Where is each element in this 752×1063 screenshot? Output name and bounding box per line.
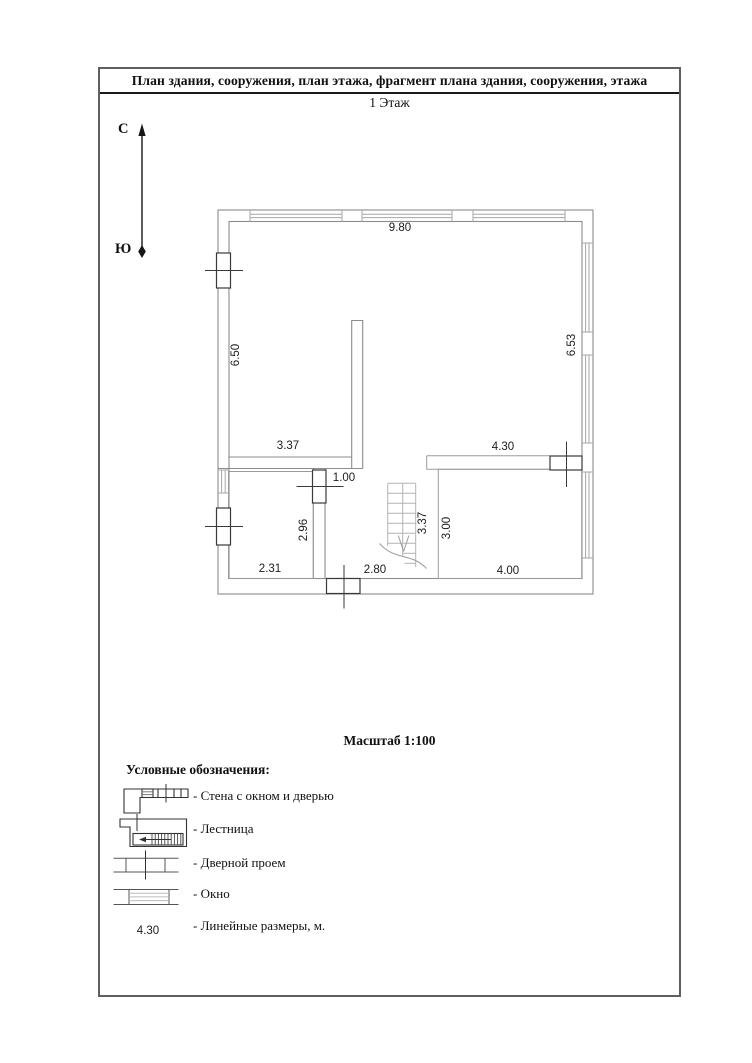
legend-item-door-opening: - Дверной проем — [193, 855, 286, 870]
room-outlines — [229, 456, 582, 579]
dim-right-room-width: 4.00 — [496, 565, 520, 577]
legend-window-symbol — [114, 890, 179, 905]
legend-dimension-example: 4.30 — [136, 925, 160, 937]
dim-right-room-top: 4.30 — [491, 441, 515, 453]
door-openings — [205, 253, 582, 609]
right-wall-windows — [582, 243, 593, 558]
top-wall-windows — [250, 210, 565, 222]
dim-left-room-height: 2.96 — [298, 518, 310, 542]
dim-left-room-width: 2.31 — [258, 563, 282, 575]
legend-item-wall-window-door: - Стена с окном и дверью — [193, 788, 334, 803]
legend-stairs-symbol — [120, 814, 187, 847]
exterior-walls — [218, 210, 593, 594]
scale-label: Масштаб 1:100 — [343, 733, 436, 748]
dim-interior-door: 1.00 — [332, 472, 356, 484]
legend-door-opening-symbol — [114, 851, 179, 880]
legend-symbols — [114, 784, 189, 905]
legend-wall-window-door-symbol — [124, 784, 188, 813]
dim-hall-width: 3.37 — [276, 440, 300, 452]
legend-item-stairs: - Лестница — [193, 821, 254, 836]
compass-south-label: Ю — [115, 241, 132, 257]
legend-item-linear-dimensions: - Линейные размеры, м. — [193, 918, 326, 933]
compass-north-label: С — [118, 121, 129, 137]
north-arrow — [138, 124, 146, 259]
floor-label: 1 Этаж — [369, 95, 410, 110]
left-wall-window — [218, 470, 229, 508]
sheet-title: План здания, сооружения, план этажа, фрагмент плана здания, сооружения, этажа — [100, 69, 679, 94]
dim-stair-depth: 3.37 — [417, 511, 429, 535]
dim-right-room-height: 3.00 — [441, 516, 453, 540]
dim-left-height: 6.50 — [230, 343, 242, 367]
dim-top-width: 9.80 — [388, 222, 412, 234]
dim-right-height: 6.53 — [566, 333, 578, 357]
dim-bottom-door: 2.80 — [363, 564, 387, 576]
legend-item-window: - Окно — [193, 886, 230, 901]
legend-heading: Условные обозначения: — [126, 762, 270, 777]
